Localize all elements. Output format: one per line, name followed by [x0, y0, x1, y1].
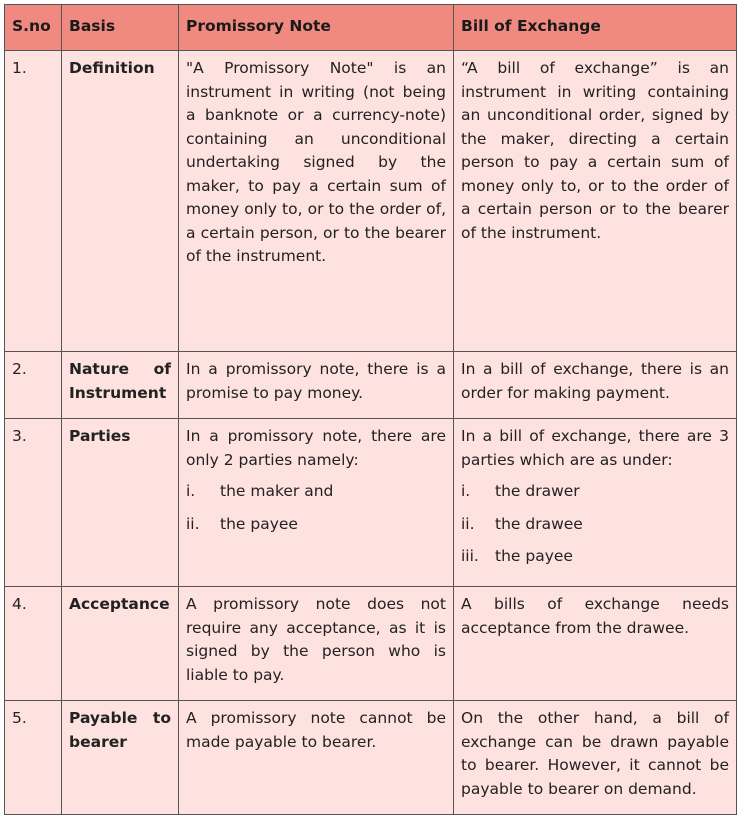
list-item-text: the drawee	[495, 514, 583, 533]
list-item	[461, 513, 729, 537]
row-promissory-text: A promissory note cannot be made payable to bearer.	[179, 701, 454, 815]
header-promissory-note: Promissory Note	[179, 5, 454, 51]
list-item-number: iii.	[461, 547, 479, 565]
row-basis: Acceptance	[62, 587, 179, 701]
list-item	[461, 545, 729, 569]
row-promissory-text: "A Promissory Note" is an instrument in writing (not being a banknote or a currency-note) containing an unconditional undertaking signed by the maker, to pay a certain sum of money only to, or to the order of, a certain person, or to the bearer of the instrument.	[179, 51, 454, 352]
table-row	[5, 701, 737, 815]
list-item	[186, 513, 446, 537]
table-row	[5, 419, 737, 587]
list-item-number: i.	[186, 482, 196, 500]
table-row	[5, 352, 737, 419]
row-basis: Nature of Instrument	[62, 352, 179, 419]
row-sno: 5.	[5, 701, 62, 815]
row-bill-text: In a bill of exchange, there are 3 parties which are as under:	[461, 427, 729, 469]
row-basis: Payable to bearer	[62, 701, 179, 815]
row-basis: Definition	[62, 51, 179, 352]
table-row	[5, 51, 737, 352]
list-item-text: the payee	[495, 547, 573, 565]
row-promissory-text: In a promissory note, there is a promise to pay money.	[179, 352, 454, 419]
row-sno: 2.	[5, 352, 62, 419]
list-item-text: the maker and	[220, 482, 334, 500]
header-row	[5, 5, 737, 51]
row-promissory-text: In a promissory note, there are only 2 parties namely:	[186, 427, 446, 469]
bill-parties-list	[461, 480, 729, 569]
comparison-table	[4, 4, 737, 815]
header-basis: Basis	[62, 5, 179, 51]
header-sno: S.no	[5, 5, 62, 51]
list-item-number: ii.	[461, 514, 475, 533]
list-item-text: the drawer	[495, 482, 580, 500]
row-bill-text: On the other hand, a bill of exchange can be drawn payable to bearer. However, it cannot be payable to bearer on demand.	[454, 701, 737, 815]
list-item	[186, 480, 446, 504]
list-item	[461, 480, 729, 504]
list-item-text: the payee	[220, 514, 298, 533]
list-item-number: ii.	[186, 514, 200, 533]
row-bill-text: A bills of exchange needs acceptance from the drawee.	[454, 587, 737, 701]
row-promissory-text: A promissory note does not require any acceptance, as it is signed by the person who is liable to pay.	[179, 587, 454, 701]
row-basis: Parties	[62, 419, 179, 587]
header-bill-of-exchange: Bill of Exchange	[454, 5, 737, 51]
row-bill-text: In a bill of exchange, there is an order for making payment.	[454, 352, 737, 419]
row-promissory-cell	[179, 419, 454, 587]
row-sno: 1.	[5, 51, 62, 352]
row-sno: 3.	[5, 419, 62, 587]
table-row	[5, 587, 737, 701]
row-bill-cell	[454, 419, 737, 587]
row-sno: 4.	[5, 587, 62, 701]
list-item-number: i.	[461, 482, 471, 500]
promissory-parties-list	[186, 480, 446, 536]
row-bill-text: “A bill of exchange” is an instrument in writing containing an unconditional order, signed by the maker, directing a certain person to pay a certain sum of money only to, or to the order of a certain person or to the bearer of the instrument.	[454, 51, 737, 352]
